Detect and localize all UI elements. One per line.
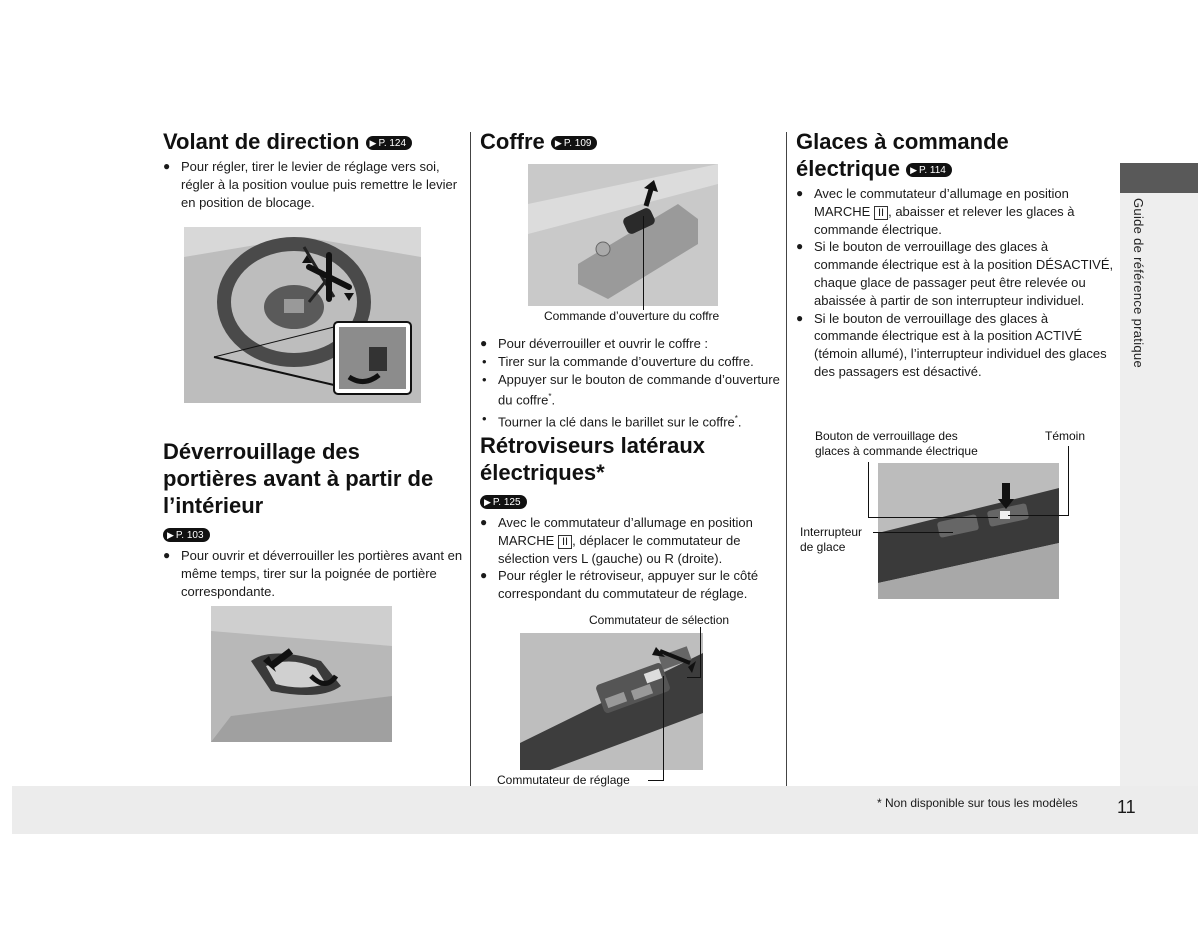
caption-trunk-opener: Commande d’ouverture du coffre <box>544 309 720 323</box>
trunk-opener-drawing <box>528 164 718 306</box>
arrow-icon: ▶ <box>369 138 377 149</box>
section-title: Déverrouillage des portières avant à partir de l’intérieur <box>163 439 434 518</box>
leader-line <box>643 216 644 310</box>
chapter-label: Guide de référence pratique <box>1131 198 1146 368</box>
leader-line <box>700 627 701 677</box>
caption-window-switch: Interrupteur de glace <box>800 525 863 554</box>
sub-bullet-item: • Tourner la clé dans le barillet sur le coffre*. <box>480 410 780 431</box>
page-ref-link[interactable]: ▶ P. 103 <box>163 528 210 542</box>
sub-bullet-item: • Appuyer sur le bouton de commande d’ouverture du coffre*. <box>480 371 780 410</box>
section-title: Volant de direction ▶ P. 124 <box>163 128 463 155</box>
column-divider <box>786 132 787 786</box>
bullet-item: ● Pour régler, tirer le levier de réglage vers soi, régler à la position voulue puis remettre le levier en position de blocage. <box>163 158 463 211</box>
page-ref-link[interactable]: ▶ P. 109 <box>551 136 598 150</box>
sub-bullet-item: • Tirer sur la commande d’ouverture du coffre. <box>480 353 780 371</box>
section-front-door-unlock <box>163 438 463 600</box>
bullet-item: ● Avec le commutateur d’allumage en position MARCHE II , abaisser et relever les glaces à commande électrique. <box>796 185 1116 238</box>
section-steering-wheel <box>163 128 463 211</box>
leader-line <box>648 780 664 781</box>
caption-adjustment-switch: Commutateur de réglage <box>497 773 630 787</box>
section-trunk <box>480 128 780 155</box>
ignition-key-symbol: II <box>874 206 888 220</box>
footnote: * Non disponible sur tous les modèles <box>877 796 1078 810</box>
leader-line <box>868 462 869 518</box>
page-ref-link[interactable]: ▶ P. 114 <box>906 163 952 177</box>
section-power-windows <box>796 128 1116 381</box>
bullet-item: ● Avec le commutateur d’allumage en position MARCHE II , déplacer le commutateur de sélection vers L (gauche) ou R (droite). <box>480 514 780 567</box>
arrow-icon: ▶ <box>484 496 491 507</box>
leader-line <box>1068 446 1069 516</box>
caption-selector-switch: Commutateur de sélection <box>589 613 730 627</box>
door-handle-drawing <box>211 606 392 742</box>
caption-indicator: Témoin <box>1045 429 1086 443</box>
section-title: Rétroviseurs latéraux électriques* <box>480 433 705 485</box>
mirror-switch-illustration <box>520 633 703 770</box>
bullet-item: ● Si le bouton de verrouillage des glaces à commande électrique est à la position ACTIVÉ (témoin allumé), l’interrupteur individuel des glaces des passagers est désactivé. <box>796 310 1116 381</box>
trunk-opener-illustration <box>528 164 718 306</box>
caption-window-lock-button: Bouton de verrouillage des glaces à commande électrique <box>815 429 978 458</box>
page-ref-link[interactable]: ▶ P. 124 <box>366 136 413 150</box>
steering-wheel-illustration <box>184 227 421 403</box>
section-title: Glaces à commande électrique ▶ P. 114 <box>796 129 1009 181</box>
arrow-icon: ▶ <box>910 165 917 176</box>
page-number: 11 <box>1117 797 1136 817</box>
bullet-item: ● Pour déverrouiller et ouvrir le coffre : <box>480 335 780 353</box>
section-power-mirrors <box>480 432 780 603</box>
leader-line <box>868 517 998 518</box>
bullet-item: ● Pour ouvrir et déverrouiller les portières avant en même temps, tirer sur la poignée de portière correspondante. <box>163 547 463 600</box>
page-ref-link[interactable]: ▶ P. 125 <box>480 495 527 509</box>
window-switch-drawing <box>878 463 1059 599</box>
trunk-instructions <box>480 335 780 431</box>
steering-wheel-drawing <box>184 227 421 403</box>
arrow-icon: ▶ <box>554 138 562 149</box>
leader-line <box>687 677 701 678</box>
section-title: Coffre ▶ P. 109 <box>480 128 780 155</box>
chapter-tab <box>1120 163 1198 193</box>
window-switch-illustration <box>878 463 1059 599</box>
leader-line <box>1008 515 1069 516</box>
ignition-key-symbol: II <box>558 535 572 549</box>
mirror-switch-drawing <box>520 633 703 770</box>
bullet-item: ● Si le bouton de verrouillage des glaces à commande électrique est à la position DÉSACTIVÉ, chaque glace de passager peut être relevée ou abaissée à partir de son interrupteur individuel. <box>796 238 1116 309</box>
door-handle-illustration <box>211 606 392 742</box>
arrow-icon: ▶ <box>167 529 174 540</box>
leader-line <box>873 532 953 533</box>
leader-line <box>663 676 664 780</box>
column-divider <box>470 132 471 786</box>
footer-band <box>12 786 1198 834</box>
bullet-item: ● Pour régler le rétroviseur, appuyer sur le côté correspondant du commutateur de réglage. <box>480 567 780 603</box>
